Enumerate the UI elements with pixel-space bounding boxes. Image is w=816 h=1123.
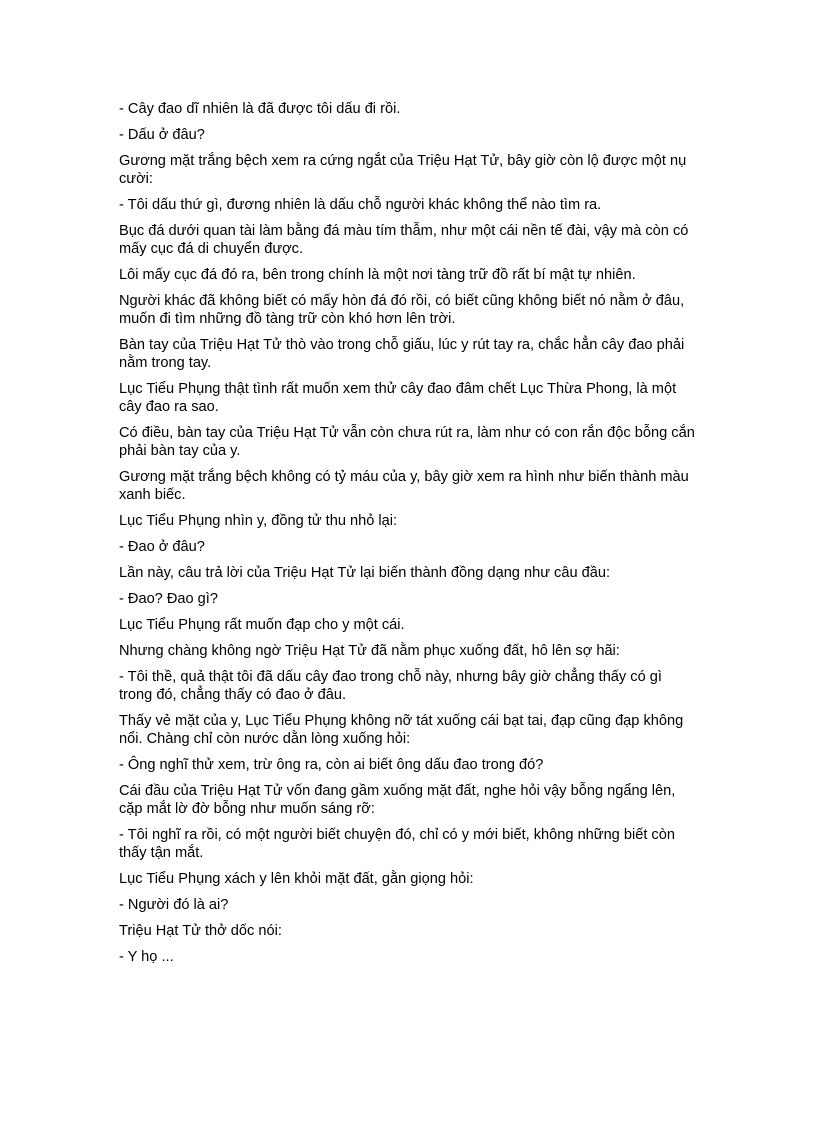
paragraph: - Đao ở đâu? (119, 539, 205, 555)
paragraph: Lục Tiểu Phụng nhìn y, đồng tử thu nhỏ lại: (119, 513, 398, 529)
paragraph: - Cây đao dĩ nhiên là đã được tôi dấu đi rồi. (119, 101, 401, 117)
document-page (119, 100, 697, 974)
paragraph: Lần này, câu trả lời của Triệu Hạt Tử lại biến thành đồng dạng như câu đầu: (119, 565, 611, 581)
paragraph: Gương mặt trắng bệch xem ra cứng ngắt của Triệu Hạt Tử, bây giờ còn lộ được một nụ cười: (119, 153, 687, 187)
paragraph: - Dấu ở đâu? (119, 127, 205, 143)
paragraph: Triệu Hạt Tử thở dốc nói: (119, 923, 282, 939)
paragraph: - Tôi nghĩ ra rồi, có một người biết chuyện đó, chỉ có y mới biết, không những biết còn thấy tận mắt. (119, 827, 675, 861)
paragraph: Lục Tiểu Phụng xách y lên khỏi mặt đất, gằn giọng hỏi: (119, 871, 474, 887)
paragraph: Bàn tay của Triệu Hạt Tử thò vào trong chỗ giấu, lúc y rút tay ra, chắc hẳn cây đao phải nằm trong tay. (119, 337, 685, 371)
paragraph: - Y họ ... (119, 949, 174, 965)
paragraph: - Tôi dấu thứ gì, đương nhiên là dấu chỗ người khác không thể nào tìm ra. (119, 197, 602, 213)
paragraph: - Người đó là ai? (119, 897, 229, 913)
paragraph: Cái đầu của Triệu Hạt Tử vốn đang gầm xuống mặt đất, nghe hỏi vậy bỗng ngẩng lên, cặp mắt lờ đờ bỗng như muốn sáng rỡ: (119, 783, 676, 817)
paragraph: Bục đá dưới quan tài làm bằng đá màu tím thẫm, như một cái nền tế đài, vậy mà còn có mấy cục đá di chuyển được. (119, 223, 689, 257)
paragraph: - Đao? Đao gì? (119, 591, 218, 607)
paragraph: Lục Tiểu Phụng thật tình rất muốn xem thử cây đao đâm chết Lục Thừa Phong, là một cây đao ra sao. (119, 381, 677, 415)
paragraph: Gương mặt trắng bệch không có tỷ máu của y, bây giờ xem ra hình như biến thành màu xanh biếc. (119, 469, 689, 503)
paragraph: Có điều, bàn tay của Triệu Hạt Tử vẫn còn chưa rút ra, làm như có con rắn độc bỗng cắn phải bàn tay của y. (119, 425, 695, 459)
paragraph: - Ông nghĩ thử xem, trừ ông ra, còn ai biết ông dấu đao trong đó? (119, 757, 544, 773)
paragraph: Lục Tiểu Phụng rất muốn đạp cho y một cái. (119, 617, 405, 633)
paragraph: Nhưng chàng không ngờ Triệu Hạt Tử đã nằm phục xuống đất, hô lên sợ hãi: (119, 643, 620, 659)
paragraph: Lôi mấy cục đá đó ra, bên trong chính là một nơi tàng trữ đồ rất bí mật tự nhiên. (119, 267, 636, 283)
paragraph: - Tôi thề, quả thật tôi đã dấu cây đao trong chỗ này, nhưng bây giờ chẳng thấy có gì trong đó, chẳng thấy có đao ở đâu. (119, 669, 662, 703)
paragraph: Thấy vẻ mặt của y, Lục Tiểu Phụng không nỡ tát xuống cái bạt tai, đạp cũng đạp không nổi. Chàng chỉ còn nước dằn lòng xuống hỏi: (119, 713, 684, 747)
paragraph: Người khác đã không biết có mấy hòn đá đó rồi, có biết cũng không biết nó nằm ở đâu, muốn đi tìm những đồ tàng trữ còn khó hơn lên trời. (119, 293, 685, 327)
